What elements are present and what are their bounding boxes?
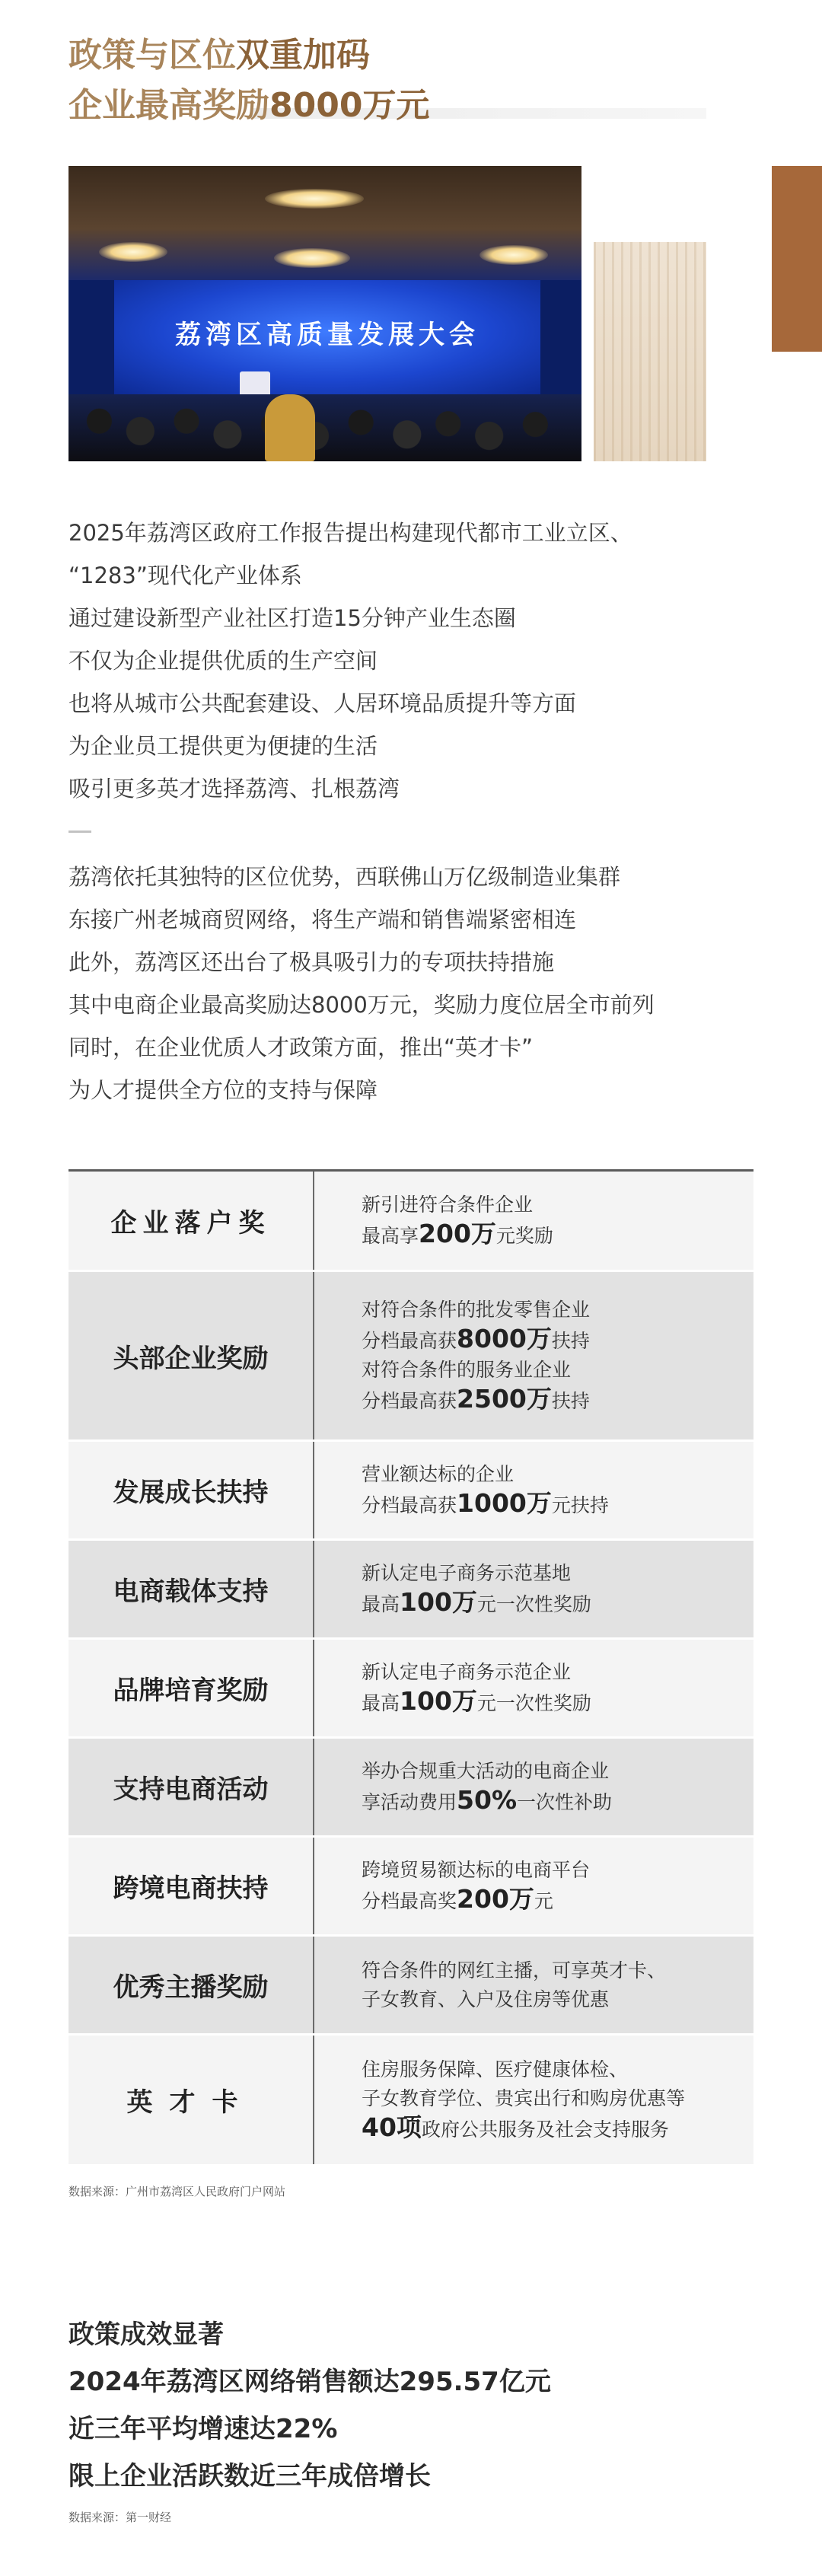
chandelier-icon xyxy=(99,242,167,262)
result-line: 2024年荔湾区网络销售额达295.57亿元 xyxy=(68,2367,551,2397)
desc-line: 新认定电子商务示范企业 xyxy=(362,1661,572,1683)
page-heading xyxy=(68,30,708,131)
desc-highlight: 1000万 xyxy=(457,1488,552,1518)
desc-line: 子女教育学位、贵宾出行和购房优惠等 xyxy=(362,2087,686,2109)
table-description xyxy=(314,1640,754,1736)
heading-line-1 xyxy=(68,30,708,81)
stage-screen-title: 荔湾区高质量发展大会 xyxy=(175,320,480,350)
desc-highlight: 8000万 xyxy=(457,1324,552,1353)
policy-table xyxy=(68,1169,754,2166)
desc-line xyxy=(362,1687,754,1718)
table-description xyxy=(314,1838,754,1934)
table-category: 优秀主播奖励 xyxy=(68,1937,314,2033)
paragraph-line: 其中电商企业最高奖励达8000万元，奖励力度位居全市前列 xyxy=(68,992,655,1018)
intro-paragraph xyxy=(68,512,769,810)
table-category: 企业落户奖 xyxy=(68,1172,314,1270)
table-category: 英才卡 xyxy=(68,2036,314,2164)
location-paragraph xyxy=(68,856,769,1111)
paragraph-line: 也将从城市公共配套建设、人居环境品质提升等方面 xyxy=(68,690,577,716)
hero-decoration-pattern xyxy=(594,242,706,461)
table-row xyxy=(68,1838,754,1937)
desc-pre: 享活动费用 xyxy=(362,1791,457,1813)
desc-highlight: 100万 xyxy=(400,1587,477,1617)
desc-post: 扶持 xyxy=(551,1330,590,1352)
desc-highlight: 100万 xyxy=(400,1686,477,1716)
paragraph-line: 吸引更多英才选择荔湾、扎根荔湾 xyxy=(68,776,400,802)
desc-post: 元 xyxy=(534,1890,553,1912)
desc-line: 跨境贸易额达标的电商平台 xyxy=(362,1859,591,1881)
table-description xyxy=(314,1937,754,2033)
heading-line-2-emphasis: 8000万元 xyxy=(269,86,430,125)
desc-line: 对符合条件的批发零售企业 xyxy=(362,1299,591,1321)
chandelier-icon xyxy=(265,189,364,209)
desc-line xyxy=(362,1786,754,1817)
table-category: 支持电商活动 xyxy=(68,1739,314,1835)
paragraph-line: 2025年荔湾区政府工作报告提出构建现代都市工业立区、 xyxy=(68,520,632,546)
desc-line: 住房服务保障、医疗健康体检、 xyxy=(362,2058,629,2080)
desc-pre: 分档最高获 xyxy=(362,1494,457,1516)
table-description xyxy=(314,2036,754,2164)
desc-pre: 最高 xyxy=(362,1593,400,1615)
audience-person xyxy=(265,394,315,461)
paragraph-line: 通过建设新型产业社区打造15分钟产业生态圈 xyxy=(68,605,516,631)
table-row xyxy=(68,1172,754,1272)
desc-pre: 分档最高获 xyxy=(362,1330,457,1352)
desc-pre: 分档最高获 xyxy=(362,1390,457,1412)
desc-highlight: 200万 xyxy=(419,1219,496,1248)
table-category: 发展成长扶持 xyxy=(68,1442,314,1538)
desc-highlight: 2500万 xyxy=(457,1384,552,1414)
desc-line: 举办合规重大活动的电商企业 xyxy=(362,1760,610,1782)
paragraph-line: 东接广州老城商贸网络，将生产端和销售端紧密相连 xyxy=(68,907,577,933)
table-row xyxy=(68,1272,754,1442)
paragraph-line: 为人才提供全方位的支持与保障 xyxy=(68,1077,378,1103)
desc-line: 新认定电子商务示范基地 xyxy=(362,1562,572,1584)
table-category: 品牌培育奖励 xyxy=(68,1640,314,1736)
results-section xyxy=(68,2311,769,2500)
desc-line xyxy=(362,1385,754,1416)
desc-post: 政府公共服务及社会支持服务 xyxy=(421,2119,669,2141)
desc-line: 对符合条件的服务业企业 xyxy=(362,1359,572,1381)
desc-post: 扶持 xyxy=(551,1390,590,1412)
table-description xyxy=(314,1172,754,1270)
desc-highlight: 200万 xyxy=(457,1884,534,1914)
table-category: 跨境电商扶持 xyxy=(68,1838,314,1934)
paragraph-line: “1283”现代化产业体系 xyxy=(68,563,302,588)
desc-line xyxy=(362,2113,754,2144)
desc-line xyxy=(362,1885,754,1916)
desc-highlight: 40项 xyxy=(362,2112,422,2142)
result-line: 限上企业活跃数近三年成倍增长 xyxy=(68,2461,431,2492)
desc-line: 新引进符合条件企业 xyxy=(362,1194,534,1216)
desc-line xyxy=(362,1489,754,1520)
heading-line-2 xyxy=(68,81,708,131)
desc-post: 一次性补助 xyxy=(517,1791,613,1813)
paragraph-line: 为企业员工提供更为便捷的生活 xyxy=(68,733,378,759)
table-row xyxy=(68,1541,754,1640)
table-description xyxy=(314,1442,754,1538)
heading-line-1-emphasis: 双重加码 xyxy=(236,36,370,75)
table-description xyxy=(314,1272,754,1439)
heading-line-2-prefix: 企业最高奖励 xyxy=(68,86,269,125)
table-row xyxy=(68,1640,754,1739)
desc-post: 元一次性奖励 xyxy=(476,1692,591,1714)
table-row xyxy=(68,1937,754,2036)
table-row xyxy=(68,2036,754,2166)
desc-pre: 最高享 xyxy=(362,1225,419,1247)
table-row xyxy=(68,1739,754,1838)
result-line: 近三年平均增速达22% xyxy=(68,2414,338,2444)
side-decoration-tab xyxy=(772,166,822,352)
desc-highlight: 50% xyxy=(457,1785,518,1815)
paragraph-line: 此外，荔湾区还出台了极具吸引力的专项扶持措施 xyxy=(68,949,555,975)
desc-post: 元扶持 xyxy=(551,1494,609,1516)
desc-line xyxy=(362,1219,754,1251)
result-line: 政策成效显著 xyxy=(68,2319,224,2350)
table-category: 头部企业奖励 xyxy=(68,1272,314,1439)
desc-line xyxy=(362,1325,754,1356)
heading-line-1-prefix: 政策与区位 xyxy=(68,36,236,75)
audience xyxy=(68,394,581,461)
table-description xyxy=(314,1541,754,1637)
desc-line: 符合条件的网红主播，可享英才卡、 xyxy=(362,1959,667,1981)
chandelier-icon xyxy=(274,248,350,268)
paragraph-line: 不仅为企业提供优质的生产空间 xyxy=(68,648,378,674)
table-description xyxy=(314,1739,754,1835)
table-source-note: 数据来源：广州市荔湾区人民政府门户网站 xyxy=(68,2185,286,2198)
desc-post: 元奖励 xyxy=(495,1225,553,1247)
table-row xyxy=(68,1442,754,1541)
desc-line: 子女教育、入户及住房等优惠 xyxy=(362,1988,610,2010)
paragraph-line: 同时，在企业优质人才政策方面，推出“英才卡” xyxy=(68,1035,534,1060)
results-source-note: 数据来源：第一财经 xyxy=(68,2511,172,2524)
hero-photo-conference xyxy=(68,166,581,461)
desc-post: 元一次性奖励 xyxy=(476,1593,591,1615)
desc-line: 营业额达标的企业 xyxy=(362,1463,515,1485)
desc-line xyxy=(362,1588,754,1619)
desc-pre: 最高 xyxy=(362,1692,400,1714)
chandelier-icon xyxy=(480,245,548,265)
section-divider xyxy=(68,831,91,833)
stage-screen xyxy=(114,280,540,394)
table-category: 电商载体支持 xyxy=(68,1541,314,1637)
paragraph-line: 荔湾依托其独特的区位优势，西联佛山万亿级制造业集群 xyxy=(68,864,621,890)
desc-pre: 分档最高奖 xyxy=(362,1890,457,1912)
